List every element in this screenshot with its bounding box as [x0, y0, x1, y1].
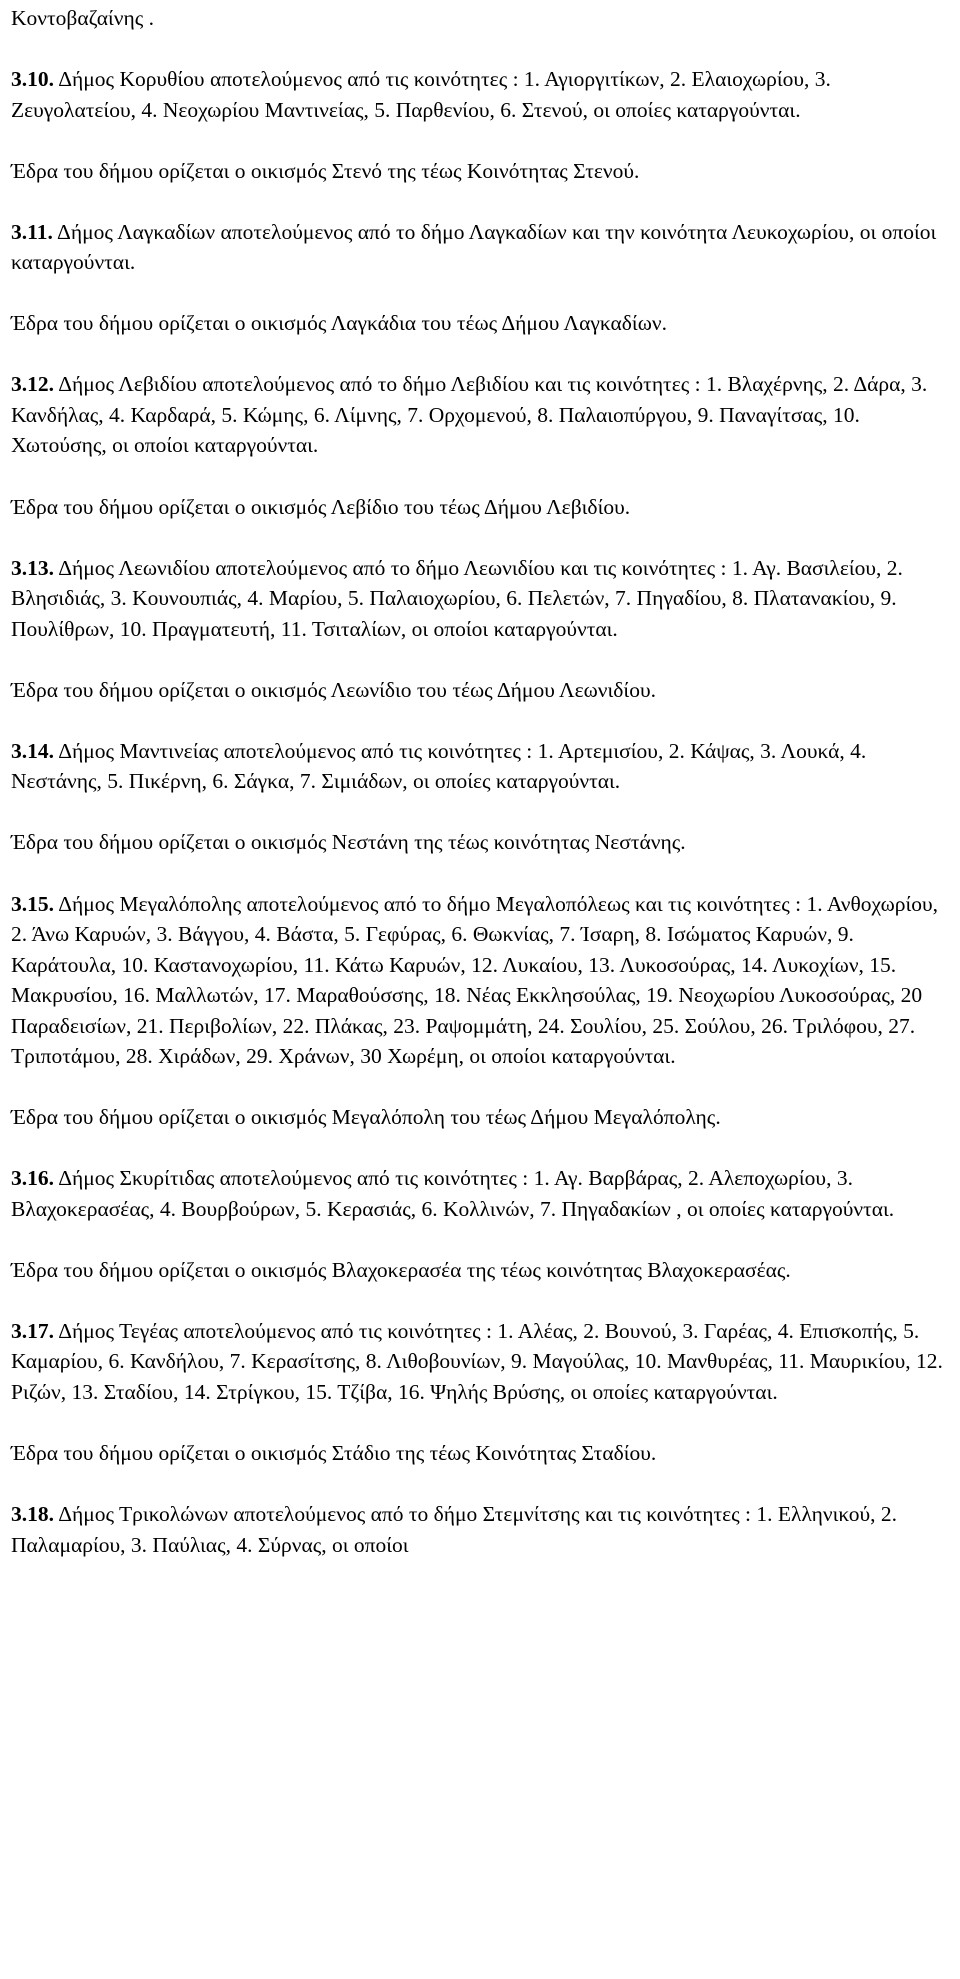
section-paragraph	[11, 1163, 951, 1224]
section-paragraph	[11, 369, 951, 461]
section-paragraph	[11, 217, 951, 278]
paragraph-gap	[11, 705, 951, 736]
section-number: 3.11.	[11, 219, 53, 244]
section-number: 3.18.	[11, 1502, 54, 1527]
section-text: Δήμος Λαγκαδίων αποτελούμενος από το δήμο Λαγκαδίων και την κοινότητα Λευκοχωρίου, οι οποίοι καταργούνται.	[11, 219, 937, 275]
paragraph-gap	[11, 34, 951, 65]
section-paragraph	[11, 736, 951, 797]
section-paragraph	[11, 64, 951, 125]
section-number: 3.10.	[11, 67, 54, 92]
seat-paragraph: Έδρα του δήμου ορίζεται ο οικισμός Μεγαλόπολη του τέως Δήμου Μεγαλόπολης.	[11, 1105, 721, 1130]
seat-paragraph: Έδρα του δήμου ορίζεται ο οικισμός Λεωνίδιο του τέως Δήμου Λεωνιδίου.	[11, 677, 656, 702]
section-text: Δήμος Τρικολώνων αποτελούμενος από το δήμο Στεμνίτσης και τις κοινότητες : 1. Ελληνικού, 2. Παλαμαρίου, 3. Παύλιας, 4. Σύρνας, οι οποίοι	[11, 1502, 898, 1557]
paragraph-gap	[11, 1224, 951, 1255]
section-number: 3.15.	[11, 891, 54, 916]
paragraph-gap	[11, 522, 951, 553]
section-text: Δήμος Μαντινείας αποτελούμενος από τις κοινότητες : 1. Αρτεμισίου, 2. Κάψας, 3. Λουκά, 4. Νεστάνης, 5. Πικέρνη, 6. Σάγκα, 7. Σιμιάδων, οι οποίες καταργούνται.	[11, 738, 867, 794]
seat-paragraph: Έδρα του δήμου ορίζεται ο οικισμός Νεστάνη της τέως κοινότητας Νεστάνης.	[11, 830, 686, 855]
seat-paragraph: Έδρα του δήμου ορίζεται ο οικισμός Στενό της τέως Κοινότητας Στενού.	[11, 158, 640, 183]
section-text: Δήμος Κορυθίου αποτελούμενος από τις κοινότητες : 1. Αγιοργιτίκων, 2. Ελαιοχωρίου, 3. Ζευγολατείου, 4. Νεοχωρίου Μαντινείας, 5. Παρθενίου, 6. Στενού, οι οποίες καταργούνται.	[11, 67, 831, 122]
paragraph-gap	[11, 644, 951, 675]
section-paragraph	[11, 1499, 951, 1560]
section-text: Δήμος Λεωνιδίου αποτελούμενος από το δήμο Λεωνιδίου και τις κοινότητες : 1. Αγ. Βασιλείου, 2. Βλησιδιάς, 3. Κουνουπιάς, 4. Μαρίου, 5. Παλαιοχωρίου, 6. Πελετών, 7. Πηγαδίου, 8. Πλατανακίου, 9. Πουλίθρων, 10. Πραγματευτή, 11. Τσιταλίων, οι οποίοι καταργούνται.	[11, 555, 903, 641]
paragraph-gap	[11, 1469, 951, 1500]
section-paragraph	[11, 1316, 951, 1408]
section-number: 3.14.	[11, 738, 54, 763]
paragraph-gap	[11, 1133, 951, 1164]
seat-paragraph: Έδρα του δήμου ορίζεται ο οικισμός Στάδιο της τέως Κοινότητας Σταδίου.	[11, 1441, 657, 1465]
paragraph-gap	[11, 1285, 951, 1316]
paragraph-gap	[11, 461, 951, 492]
paragraph-gap	[11, 858, 951, 889]
section-text: Δήμος Τεγέας αποτελούμενος από τις κοινότητες : 1. Αλέας, 2. Βουνού, 3. Γαρέας, 4. Επισκοπής, 5. Καμαρίου, 6. Κανδήλου, 7. Κερασίτσης, 8. Λιθοβουνίων, 9. Μαγούλας, 10. Μανθυρέας, 11. Μαυρικίου, 12. Ριζών, 13. Σταδίου, 14. Στρίγκου, 15. Τζίβα, 16. Ψηλής Βρύσης, οι οποίες καταργούνται.	[11, 1318, 943, 1404]
section-paragraph	[11, 889, 951, 1072]
section-number: 3.13.	[11, 555, 54, 580]
section-paragraph	[11, 553, 951, 645]
paragraph-gap	[11, 278, 951, 309]
seat-paragraph: Έδρα του δήμου ορίζεται ο οικισμός Λαγκάδια του τέως Δήμου Λαγκαδίων.	[11, 311, 667, 336]
paragraph-gap	[11, 1407, 951, 1438]
paragraph-gap	[11, 797, 951, 828]
paragraph-gap	[11, 186, 951, 217]
section-text: Δήμος Λεβιδίου αποτελούμενος από το δήμο Λεβιδίου και τις κοινότητες : 1. Βλαχέρνης, 2. Δάρα, 3. Κανδήλας, 4. Καρδαρά, 5. Κώμης, 6. Λίμνης, 7. Ορχομενού, 8. Παλαιοπύργου, 9. Παναγίτσας, 10. Χωτούσης, οι οποίοι καταργούνται.	[11, 372, 928, 458]
paragraph-gap	[11, 339, 951, 370]
lead-in-text: Κοντοβαζαίνης .	[11, 6, 154, 30]
seat-paragraph: Έδρα του δήμου ορίζεται ο οικισμός Βλαχοκερασέα της τέως κοινότητας Βλαχοκερασέας.	[11, 1257, 791, 1282]
seat-paragraph: Έδρα του δήμου ορίζεται ο οικισμός Λεβίδιο του τέως Δήμου Λεβιδίου.	[11, 494, 631, 519]
section-text: Δήμος Σκυρίτιδας αποτελούμενος από τις κοινότητες : 1. Αγ. Βαρβάρας, 2. Αλεποχωρίου, 3. Βλαχοκερασέας, 4. Βουρβούρων, 5. Κερασιάς, 6. Κολλινών, 7. Πηγαδακίων , οι οποίες καταργούνται.	[11, 1166, 895, 1221]
section-number: 3.17.	[11, 1318, 54, 1343]
section-number: 3.16.	[11, 1166, 54, 1191]
paragraph-gap	[11, 125, 951, 156]
section-text: Δήμος Μεγαλόπολης αποτελούμενος από το δήμο Μεγαλοπόλεως και τις κοινότητες : 1. Ανθοχωρίου, 2. Άνω Καρυών, 3. Βάγγου, 4. Βάστα, 5. Γεφύρας, 6. Θωκνίας, 7. Ίσαρη, 8. Ισώματος Καρυών, 9. Καράτουλα, 10. Καστανοχωρίου, 11. Κάτω Καρυών, 12. Λυκαίου, 13. Λυκοσούρας, 14. Λυκοχίων, 15. Μακρυσίου, 16. Μαλλωτών, 17. Μαραθούσσης, 18. Νέας Εκκλησούλας, 19. Νεοχωρίου Λυκοσούρας, 20 Παραδεισίων, 21. Περιβολίων, 22. Πλάκας, 23. Ραψομμάτη, 24. Σουλίου, 25. Σούλου, 26. Τριλόφου, 27. Τριποτάμου, 28. Χιράδων, 29. Χράνων, 30 Χωρέμη, οι οποίοι καταργούνται.	[11, 891, 939, 1069]
paragraph-gap	[11, 1072, 951, 1103]
document-page	[11, 0, 951, 1560]
section-number: 3.12.	[11, 372, 54, 397]
